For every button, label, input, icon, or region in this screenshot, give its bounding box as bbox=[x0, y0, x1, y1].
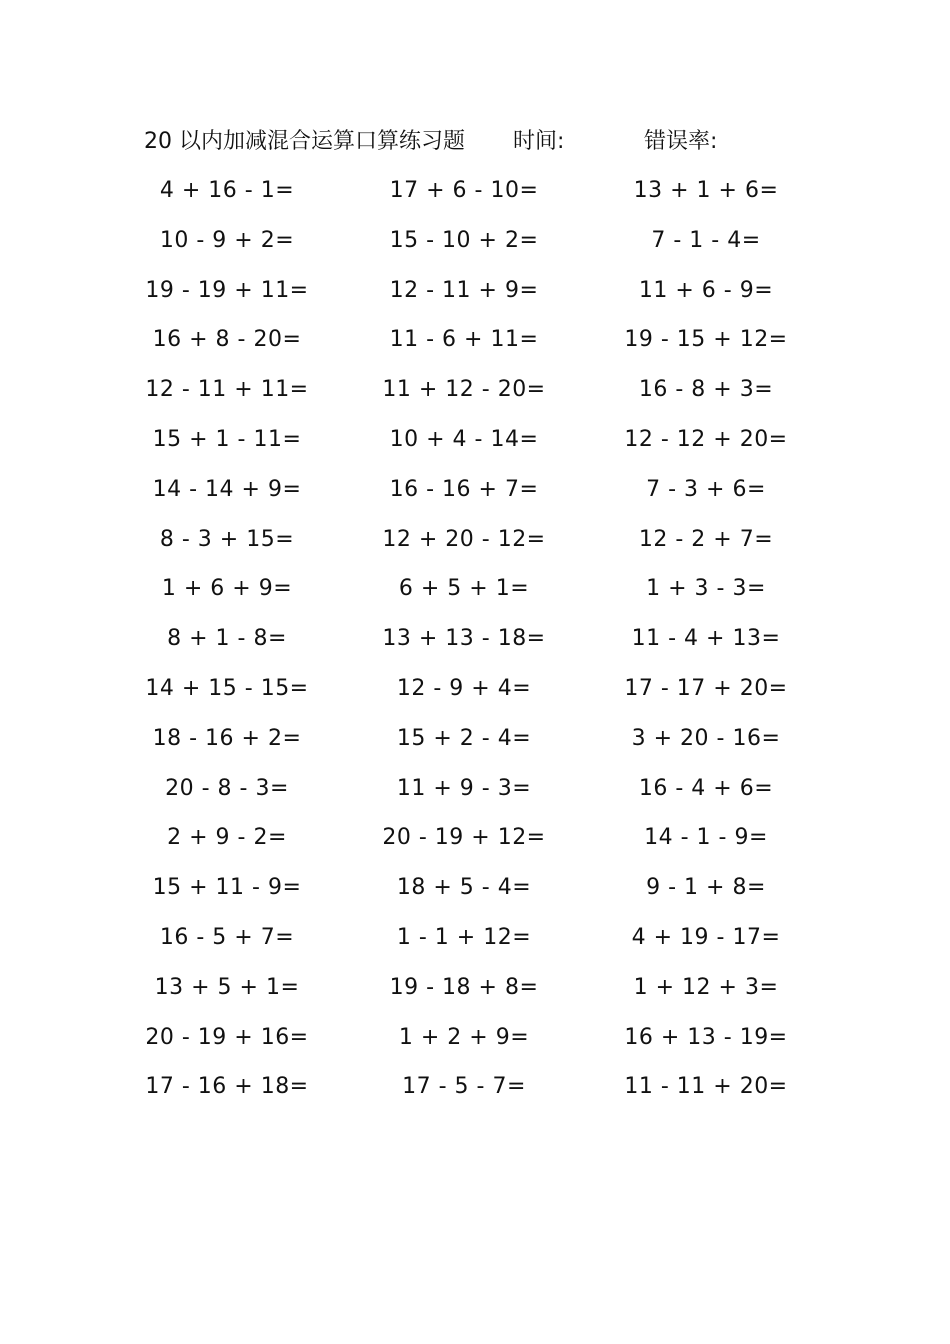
math-problem: 16 - 4 + 6= bbox=[638, 775, 774, 801]
math-problem: 12 + 20 - 12= bbox=[382, 526, 546, 552]
math-problem: 16 - 8 + 3= bbox=[638, 377, 774, 403]
math-problem: 17 - 5 - 7= bbox=[402, 1074, 526, 1100]
math-problem: 11 - 11 + 20= bbox=[624, 1074, 788, 1100]
math-problem: 19 - 18 + 8= bbox=[389, 974, 539, 1000]
math-problem: 1 + 12 + 3= bbox=[633, 974, 779, 1000]
math-problem: 17 - 16 + 18= bbox=[145, 1074, 309, 1100]
math-problem: 11 + 6 - 9= bbox=[638, 277, 774, 303]
math-problem: 19 - 15 + 12= bbox=[624, 327, 788, 353]
math-problem: 13 + 13 - 18= bbox=[382, 626, 546, 652]
math-problem: 12 - 2 + 7= bbox=[638, 526, 774, 552]
math-problem: 20 - 8 - 3= bbox=[165, 775, 289, 801]
math-problem: 12 - 11 + 9= bbox=[389, 277, 539, 303]
math-problem: 15 + 2 - 4= bbox=[396, 725, 532, 751]
math-problem: 4 + 19 - 17= bbox=[631, 924, 781, 950]
math-problem: 14 + 15 - 15= bbox=[145, 675, 309, 701]
math-problem: 10 + 4 - 14= bbox=[389, 426, 539, 452]
math-problem: 18 - 16 + 2= bbox=[152, 725, 302, 751]
math-problem: 11 + 12 - 20= bbox=[382, 377, 546, 403]
math-problem: 1 - 1 + 12= bbox=[396, 924, 532, 950]
math-problem: 12 - 12 + 20= bbox=[624, 426, 788, 452]
math-problem: 1 + 2 + 9= bbox=[398, 1024, 530, 1050]
math-problem: 13 + 5 + 1= bbox=[154, 974, 300, 1000]
time-label: 时间: bbox=[513, 129, 565, 154]
problem-row bbox=[0, 766, 950, 816]
math-problem: 14 - 1 - 9= bbox=[644, 825, 768, 851]
problem-row bbox=[0, 616, 950, 666]
math-problem: 7 - 3 + 6= bbox=[646, 476, 766, 502]
math-problem: 1 + 3 - 3= bbox=[646, 576, 766, 602]
math-problem: 11 - 6 + 11= bbox=[389, 327, 539, 353]
math-problem: 20 - 19 + 12= bbox=[382, 825, 546, 851]
problem-row bbox=[0, 1064, 950, 1114]
problem-row bbox=[0, 815, 950, 865]
worksheet-header bbox=[0, 124, 950, 160]
math-problem: 18 + 5 - 4= bbox=[396, 875, 532, 901]
math-problem: 8 + 1 - 8= bbox=[167, 626, 287, 652]
math-problem: 8 - 3 + 15= bbox=[159, 526, 295, 552]
math-problem: 9 - 1 + 8= bbox=[646, 875, 766, 901]
math-problem: 10 - 9 + 2= bbox=[159, 227, 295, 253]
math-problem: 14 - 14 + 9= bbox=[152, 476, 302, 502]
problem-row bbox=[0, 517, 950, 567]
problem-row bbox=[0, 965, 950, 1015]
math-problem: 11 + 9 - 3= bbox=[396, 775, 532, 801]
math-problem: 16 + 8 - 20= bbox=[152, 327, 302, 353]
math-problem: 20 - 19 + 16= bbox=[145, 1024, 309, 1050]
problem-row bbox=[0, 268, 950, 318]
problem-row bbox=[0, 915, 950, 965]
math-problem: 12 - 11 + 11= bbox=[145, 377, 309, 403]
math-problem: 4 + 16 - 1= bbox=[159, 178, 295, 203]
math-problem: 19 - 19 + 11= bbox=[145, 277, 309, 303]
problem-row bbox=[0, 1015, 950, 1065]
math-problem: 13 + 1 + 6= bbox=[633, 178, 779, 203]
worksheet-title: 20 以内加减混合运算口算练习题 bbox=[144, 129, 465, 154]
math-problem: 15 - 10 + 2= bbox=[389, 227, 539, 253]
math-problem: 1 + 6 + 9= bbox=[161, 576, 293, 602]
problem-grid bbox=[0, 168, 950, 1114]
math-problem: 16 + 13 - 19= bbox=[624, 1024, 788, 1050]
math-problem: 3 + 20 - 16= bbox=[631, 725, 781, 751]
problem-row bbox=[0, 666, 950, 716]
problem-row bbox=[0, 566, 950, 616]
math-problem: 7 - 1 - 4= bbox=[651, 227, 761, 253]
problem-row bbox=[0, 716, 950, 766]
problem-row bbox=[0, 168, 950, 218]
math-problem: 16 - 16 + 7= bbox=[389, 476, 539, 502]
math-problem: 17 + 6 - 10= bbox=[389, 178, 539, 203]
math-problem: 17 - 17 + 20= bbox=[624, 675, 788, 701]
problem-row bbox=[0, 865, 950, 915]
math-problem: 12 - 9 + 4= bbox=[396, 675, 532, 701]
problem-row bbox=[0, 467, 950, 517]
math-problem: 2 + 9 - 2= bbox=[167, 825, 287, 851]
problem-row bbox=[0, 218, 950, 268]
problem-row bbox=[0, 317, 950, 367]
math-problem: 15 + 1 - 11= bbox=[152, 426, 302, 452]
math-problem: 16 - 5 + 7= bbox=[159, 924, 295, 950]
math-problem: 6 + 5 + 1= bbox=[398, 576, 530, 602]
math-problem: 15 + 11 - 9= bbox=[152, 875, 302, 901]
problem-row bbox=[0, 367, 950, 417]
math-problem: 11 - 4 + 13= bbox=[631, 626, 781, 652]
problem-row bbox=[0, 417, 950, 467]
error-rate-label: 错误率: bbox=[644, 129, 718, 154]
